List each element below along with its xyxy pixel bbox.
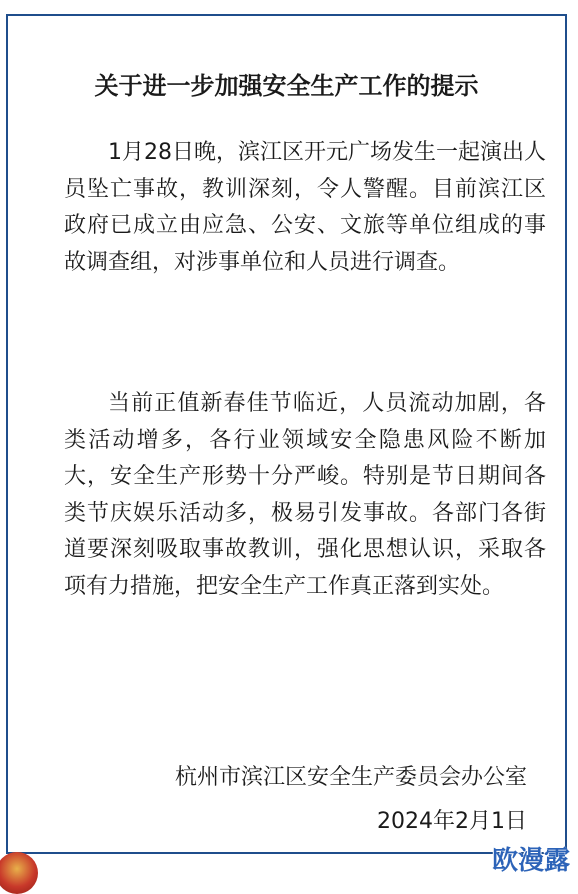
emblem-icon bbox=[0, 852, 38, 894]
watermark-text: 欧漫露 bbox=[491, 846, 570, 876]
notice-title: 关于进一步加强安全生产工作的提示 bbox=[94, 72, 479, 100]
issue-date: 2024年2月1日 bbox=[377, 809, 527, 834]
notice-paragraph-2: 当前正值新春佳节临近，人员流动加剧，各类活动增多，各行业领域安全隐患风险不断加大，安全生产形势十分严峻。特别是节日期间各类节庆娱乐活动多，极易引发事故。各部门各街道要深刻吸取事故教训，强化思想认识，采取各项有力措施，把安全生产工作真正落到实处。 bbox=[64, 391, 546, 599]
notice-paragraph-1: 1月28日晚，滨江区开元广场发生一起演出人员坠亡事故，教训深刻，令人警醒。目前滨江区政府已成立由应急、公安、文旅等单位组成的事故调查组，对涉事单位和人员进行调查。 bbox=[64, 140, 546, 275]
notice-frame bbox=[6, 14, 567, 854]
issuer-signature: 杭州市滨江区安全生产委员会办公室 bbox=[174, 765, 527, 790]
